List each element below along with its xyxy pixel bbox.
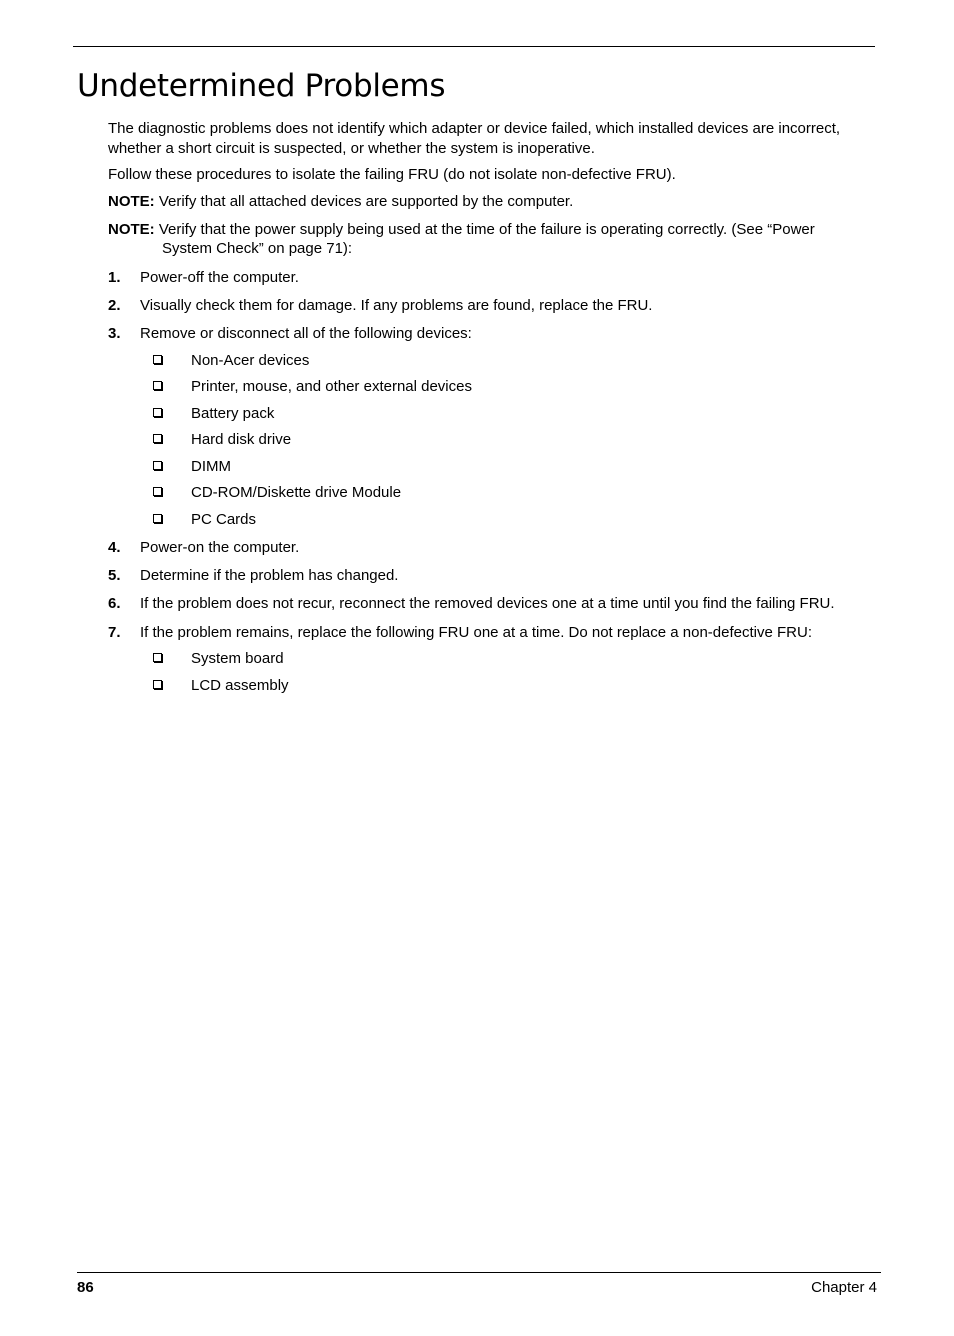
step-text: Visually check them for damage. If any problems are found, replace the FRU. — [140, 297, 653, 314]
intro-line-1: The diagnostic problems does not identify which adapter or device failed, which installed devices are incorrect, — [108, 120, 841, 137]
device-item: DIMM — [191, 458, 231, 475]
step-text: If the problem remains, replace the following FRU one at a time. Do not replace a non-defective FRU: — [140, 624, 812, 641]
checkbox-bullet-icon — [153, 653, 162, 662]
page-number: 86 — [77, 1279, 94, 1296]
step-number: 6. — [108, 595, 121, 612]
step-text: Remove or disconnect all of the following devices: — [140, 325, 472, 342]
note-2-continuation: System Check” on page 71): — [162, 240, 353, 257]
note-text: Verify that all attached devices are supported by the computer. — [154, 193, 574, 210]
fru-item: System board — [191, 650, 284, 667]
note-1 — [108, 192, 573, 212]
follow-paragraph: Follow these procedures to isolate the failing FRU (do not isolate non-defective FRU). — [108, 166, 676, 183]
checkbox-bullet-icon — [153, 381, 162, 390]
step-number: 3. — [108, 325, 121, 342]
device-item: CD-ROM/Diskette drive Module — [191, 484, 402, 501]
checkbox-bullet-icon — [153, 514, 162, 523]
checkbox-bullet-icon — [153, 408, 162, 417]
step-text: Determine if the problem has changed. — [140, 567, 399, 584]
step-number: 2. — [108, 297, 121, 314]
note-label: NOTE: — [108, 193, 155, 210]
note-2 — [108, 220, 815, 240]
chapter-label: Chapter 4 — [811, 1279, 877, 1296]
device-item: PC Cards — [191, 511, 257, 528]
step-text: If the problem does not recur, reconnect the removed devices one at a time until you find the failing FRU. — [140, 595, 835, 612]
device-item: Hard disk drive — [191, 431, 292, 448]
step-number: 4. — [108, 539, 121, 556]
step-text: Power-off the computer. — [140, 269, 299, 286]
step-text: Power-on the computer. — [140, 539, 300, 556]
device-item: Non-Acer devices — [191, 352, 310, 369]
note-label: NOTE: — [108, 221, 155, 238]
step-number: 5. — [108, 567, 121, 584]
checkbox-bullet-icon — [153, 461, 162, 470]
step-number: 1. — [108, 269, 121, 286]
checkbox-bullet-icon — [153, 355, 162, 364]
note-text: Verify that the power supply being used at the time of the failure is operating correctly. (See “Power — [154, 221, 815, 238]
header-rule — [73, 46, 875, 47]
checkbox-bullet-icon — [153, 487, 162, 496]
fru-item: LCD assembly — [191, 677, 289, 694]
page-title: Undetermined Problems — [77, 68, 446, 104]
device-item: Battery pack — [191, 405, 275, 422]
step-number: 7. — [108, 624, 121, 641]
device-item: Printer, mouse, and other external devices — [191, 378, 472, 395]
checkbox-bullet-icon — [153, 434, 162, 443]
checkbox-bullet-icon — [153, 680, 162, 689]
intro-line-2: whether a short circuit is suspected, or whether the system is inoperative. — [108, 140, 595, 157]
footer-rule — [77, 1272, 881, 1273]
